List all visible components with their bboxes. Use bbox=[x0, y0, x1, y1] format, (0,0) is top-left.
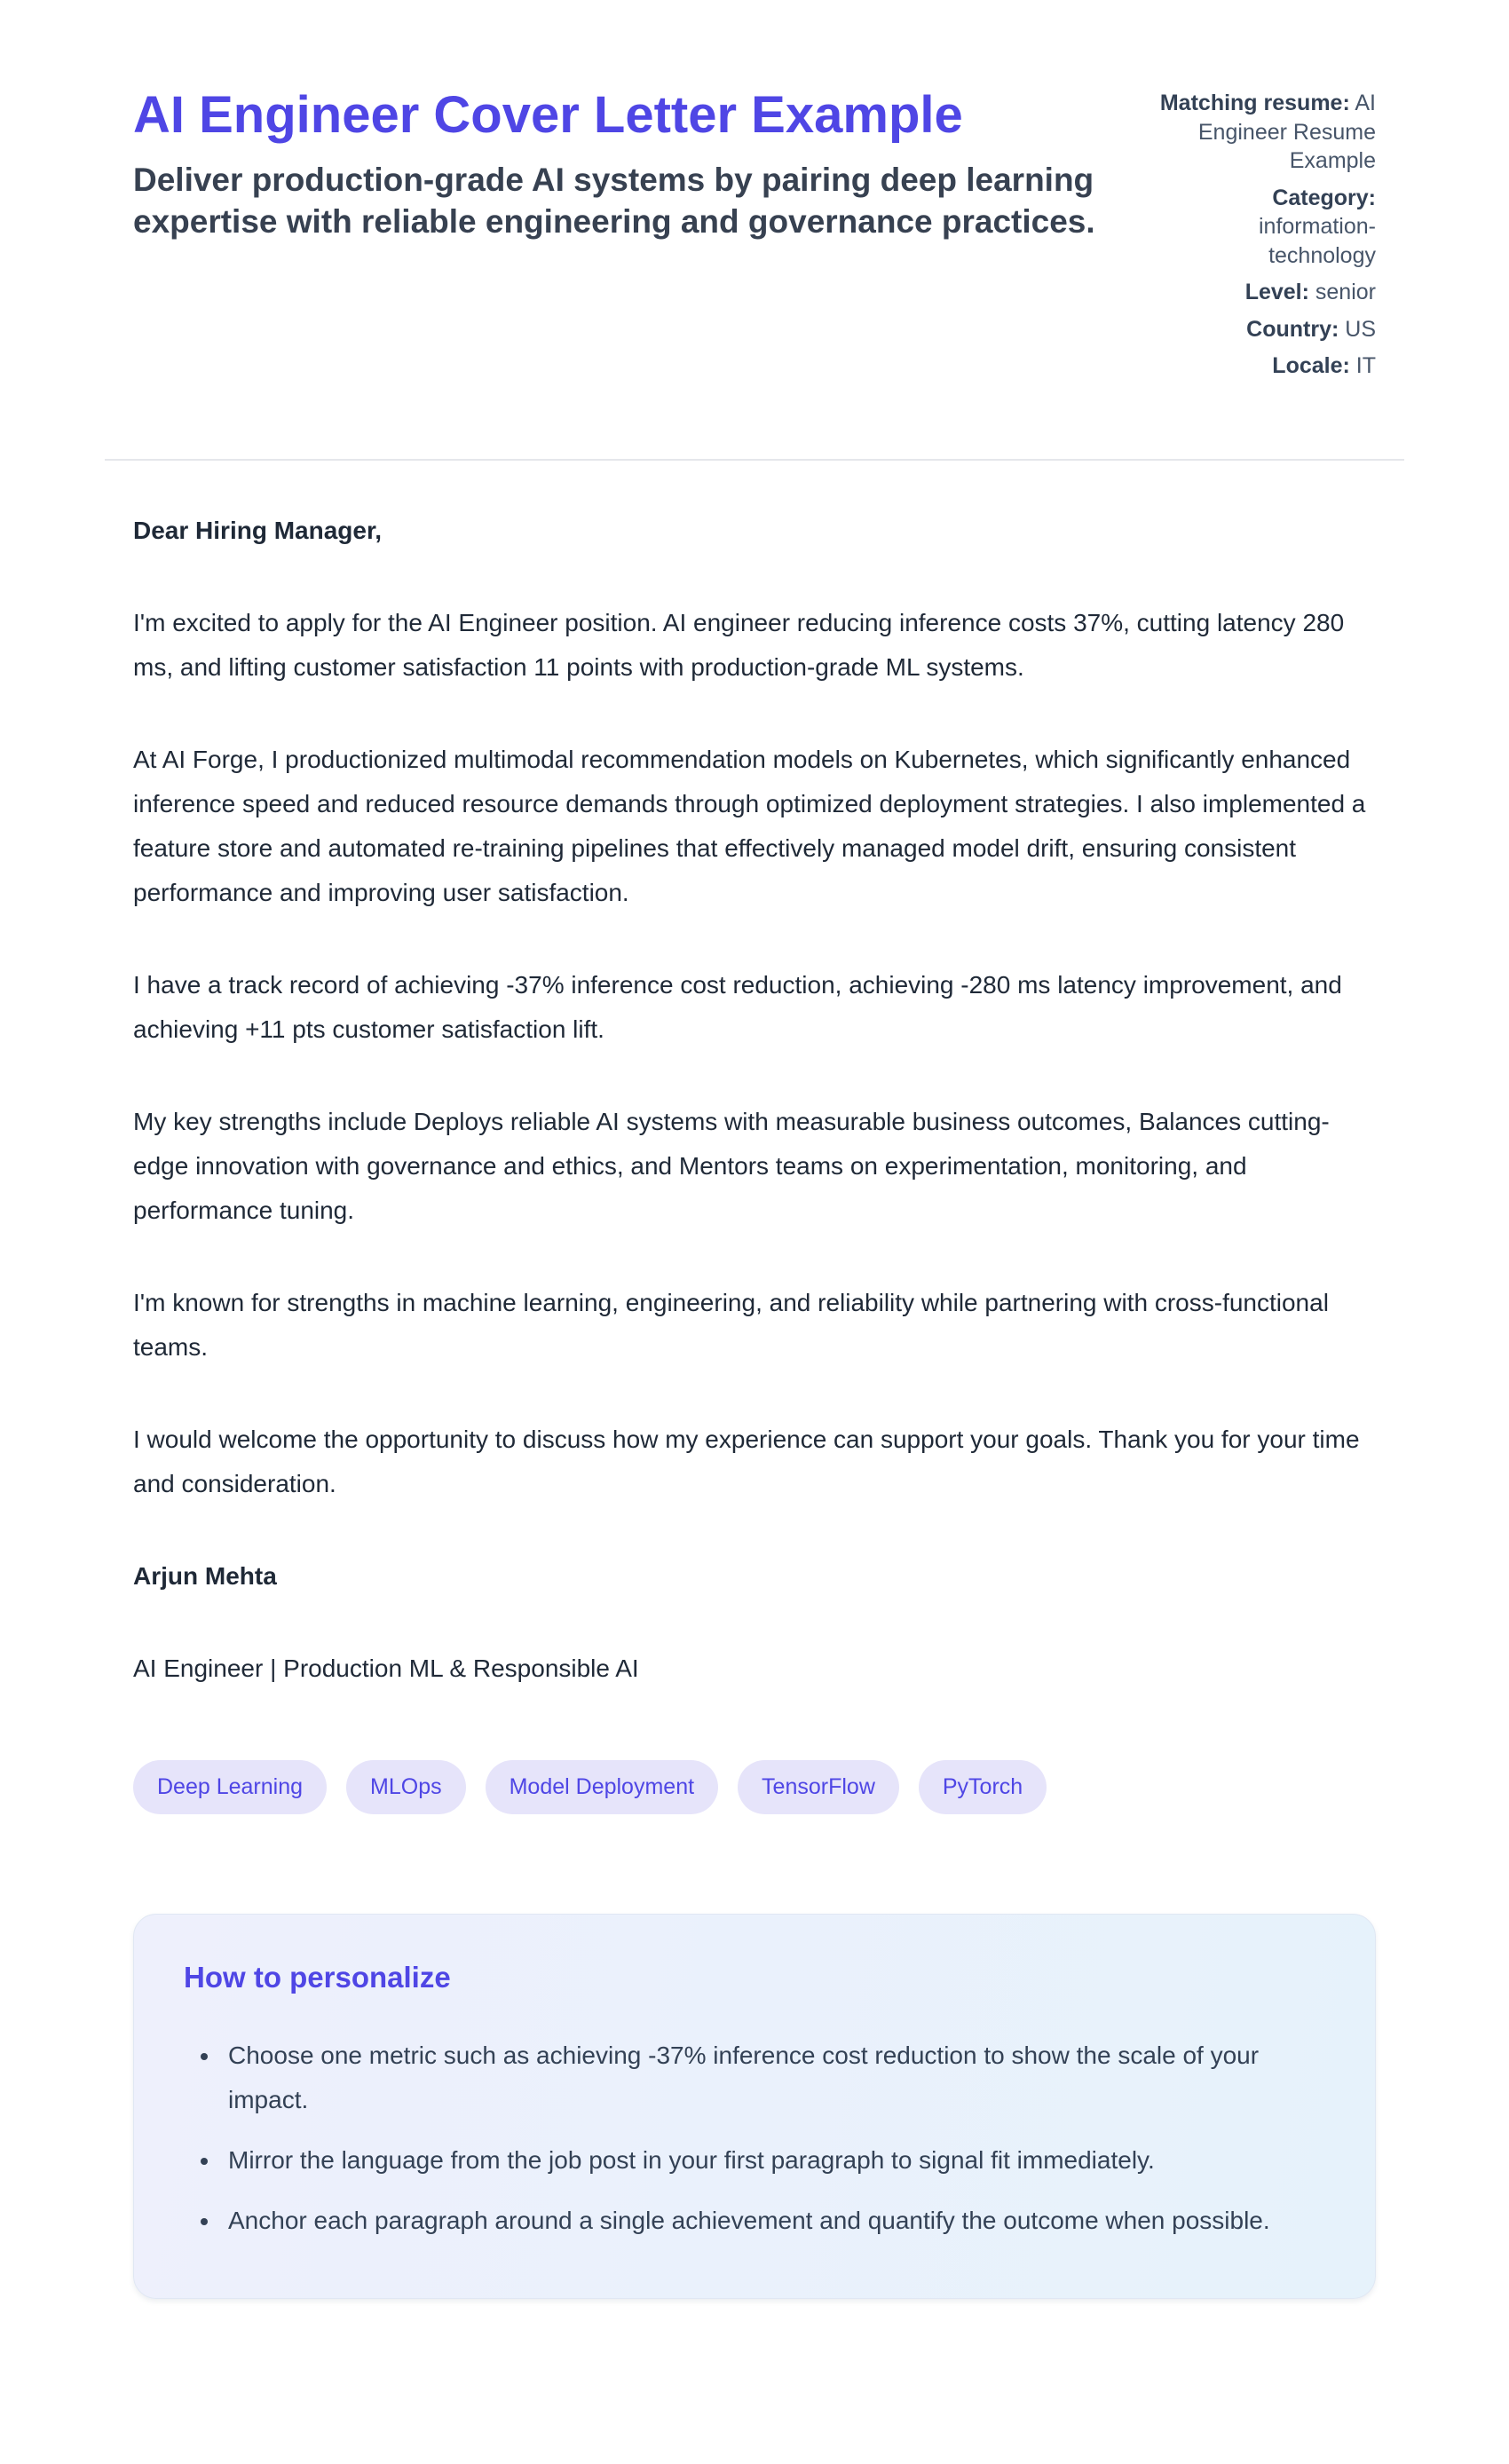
page-title: AI Engineer Cover Letter Example bbox=[133, 86, 963, 144]
letter-paragraph-5: I'm known for strengths in machine learning, engineering, and reliability while partnering with cross-functional teams. bbox=[133, 1288, 1329, 1361]
meta-level bbox=[1156, 278, 1376, 307]
meta-country-value: US bbox=[1345, 316, 1376, 342]
cover-letter-body bbox=[133, 509, 1376, 1691]
tips-heading: How to personalize bbox=[184, 1960, 451, 1994]
meta-matching-resume-value: AI Engineer Resume Example bbox=[1197, 91, 1376, 173]
skill-tags bbox=[133, 1760, 1376, 1814]
tip-item-3: • Anchor each paragraph around a single achievement and quantify the outcome when possible. bbox=[221, 2199, 1322, 2243]
meta-category bbox=[1156, 184, 1376, 271]
letter-paragraph-4: My key strengths include Deploys reliable AI systems with measurable business outcomes, Balances cutting-edge innovation with governance and ethics, and Mentors teams on experimentation, monitoring, and performance tuning. bbox=[133, 1107, 1330, 1224]
signature-name: Arjun Mehta bbox=[133, 1561, 277, 1590]
meta-panel bbox=[1156, 85, 1376, 381]
tag-deep-learning[interactable]: Deep Learning bbox=[133, 1760, 327, 1814]
meta-locale-value: IT bbox=[1355, 353, 1376, 378]
letter-paragraph-6: I would welcome the opportunity to discuss how my experience can support your goals. Thank you for your time and consideration. bbox=[133, 1425, 1360, 1497]
tag-model-deployment[interactable]: Model Deployment bbox=[486, 1760, 718, 1814]
meta-matching-resume bbox=[1156, 89, 1376, 176]
tips-list bbox=[184, 2034, 1322, 2243]
tag-tensorflow[interactable]: TensorFlow bbox=[738, 1760, 899, 1814]
signature-role: AI Engineer | Production ML & Responsible AI bbox=[133, 1654, 639, 1682]
letter-greeting: Dear Hiring Manager, bbox=[133, 516, 383, 544]
header-divider bbox=[105, 459, 1404, 461]
meta-country bbox=[1156, 315, 1376, 344]
letter-paragraph-3: I have a track record of achieving -37% inference cost reduction, achieving -280 ms latency improvement, and achieving +11 pts customer satisfaction lift. bbox=[133, 970, 1342, 1043]
how-to-personalize-box bbox=[133, 1914, 1376, 2299]
letter-paragraph-1: I'm excited to apply for the AI Engineer position. AI engineer reducing inference costs 37%, cutting latency 280 ms, and lifting customer satisfaction 11 points with production-grade ML systems. bbox=[133, 608, 1345, 681]
page-header bbox=[133, 85, 1376, 381]
tip-item-2: • Mirror the language from the job post in your first paragraph to signal fit immediately. bbox=[221, 2138, 1322, 2183]
meta-level-value: senior bbox=[1315, 280, 1376, 304]
cover-letter-page bbox=[105, 0, 1404, 2357]
letter-paragraph-2: At AI Forge, I productionized multimodal recommendation models on Kubernetes, which significantly enhanced inference speed and reduced resource demands through optimized deployment strategies. I also implemented a feature store and automated re-training pipelines that effectively managed model drift, ensuring consistent performance and improving user satisfaction. bbox=[133, 745, 1366, 906]
meta-locale-label: Locale: bbox=[1272, 353, 1350, 378]
page-subtitle: Deliver production-grade AI systems by pairing deep learning expertise with reliable engineering and governance practices. bbox=[133, 162, 1095, 241]
tag-pytorch[interactable]: PyTorch bbox=[919, 1760, 1047, 1814]
meta-country-label: Country: bbox=[1246, 316, 1339, 342]
tip-item-1: • Choose one metric such as achieving -37% inference cost reduction to show the scale of your impact. bbox=[221, 2034, 1322, 2122]
meta-level-label: Level: bbox=[1244, 280, 1309, 304]
meta-locale bbox=[1156, 351, 1376, 381]
header-title-block bbox=[133, 85, 1110, 243]
meta-matching-resume-label: Matching resume: bbox=[1159, 91, 1350, 115]
meta-category-value: information-technology bbox=[1259, 214, 1376, 268]
tag-mlops[interactable]: MLOps bbox=[346, 1760, 466, 1814]
meta-category-label: Category: bbox=[1272, 185, 1376, 210]
